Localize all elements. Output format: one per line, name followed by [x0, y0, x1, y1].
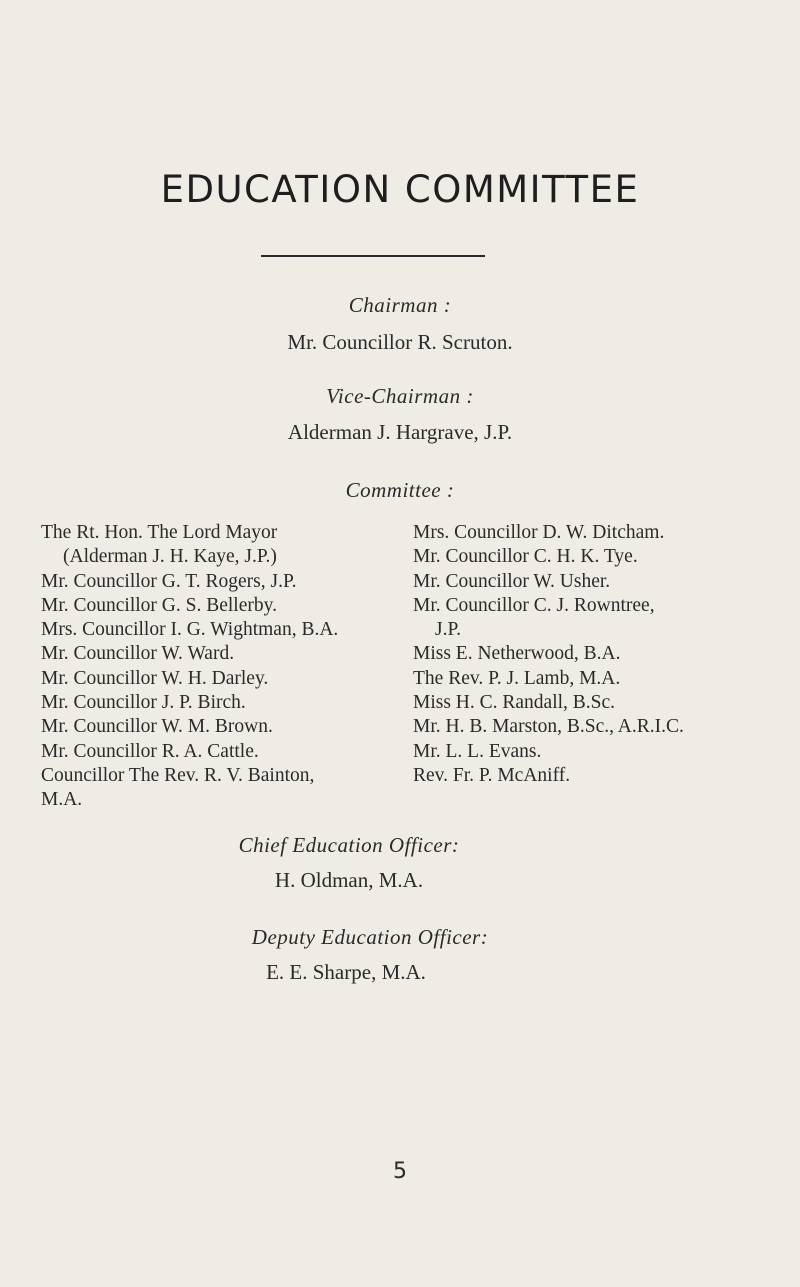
- committee-member: Miss E. Netherwood, B.A.: [413, 643, 621, 665]
- committee-member: The Rt. Hon. The Lord Mayor: [41, 522, 278, 543]
- title-divider: [261, 255, 485, 257]
- chairman-name: Mr. Councillor R. Scruton.: [287, 330, 513, 354]
- committee-member-continuation: M.A.: [41, 789, 83, 811]
- committee-label: Committee :: [345, 478, 455, 502]
- vice-chairman-label: Vice-Chairman :: [326, 384, 474, 408]
- page-title: EDUCATION COMMITTEE: [160, 168, 640, 211]
- committee-member: (Alderman J. H. Kaye, J.P.): [63, 546, 277, 568]
- committee-member: Mr. L. L. Evans.: [413, 740, 542, 762]
- committee-member: Mr. Councillor W. M. Brown.: [41, 716, 273, 738]
- deputy-education-officer-label: Deputy Education Officer:: [251, 925, 489, 949]
- committee-member: Miss H. C. Randall, B.Sc.: [413, 692, 616, 714]
- committee-member: Mr. Councillor C. H. K. Tye.: [413, 546, 638, 568]
- chief-education-officer-label: Chief Education Officer:: [238, 833, 460, 857]
- committee-member: Mr. Councillor W. Ward.: [41, 643, 235, 665]
- committee-member: Mr. Councillor W. Usher.: [413, 570, 611, 592]
- committee-member: Mr. Councillor G. S. Bellerby.: [41, 594, 277, 616]
- committee-member: Mr. Councillor W. H. Darley.: [41, 667, 269, 689]
- committee-member-continuation: J.P.: [435, 619, 462, 641]
- committee-member: Councillor The Rev. R. V. Bainton,: [41, 764, 315, 786]
- committee-member: Mr. Councillor R. A. Cattle.: [41, 740, 259, 762]
- committee-right-column: [413, 521, 793, 788]
- committee-member: Mr. Councillor G. T. Rogers, J.P.: [41, 570, 297, 592]
- page-number: 5: [393, 1159, 407, 1184]
- deputy-education-officer-name: E. E. Sharpe, M.A.: [266, 960, 426, 984]
- committee-member: Rev. Fr. P. McAniff.: [413, 764, 571, 786]
- committee-member: Mr. H. B. Marston, B.Sc., A.R.I.C.: [413, 716, 684, 738]
- committee-left-column: [41, 521, 391, 813]
- committee-member: Mrs. Councillor D. W. Ditcham.: [413, 522, 665, 543]
- committee-member: Mr. Councillor J. P. Birch.: [41, 692, 246, 714]
- committee-member: Mrs. Councillor I. G. Wightman, B.A.: [41, 619, 339, 641]
- chairman-label: Chairman :: [348, 293, 452, 317]
- committee-member: The Rev. P. J. Lamb, M.A.: [413, 667, 621, 689]
- vice-chairman-name: Alderman J. Hargrave, J.P.: [287, 420, 513, 444]
- committee-member: Mr. Councillor C. J. Rowntree,: [413, 594, 655, 616]
- chief-education-officer-name: H. Oldman, M.A.: [274, 868, 424, 892]
